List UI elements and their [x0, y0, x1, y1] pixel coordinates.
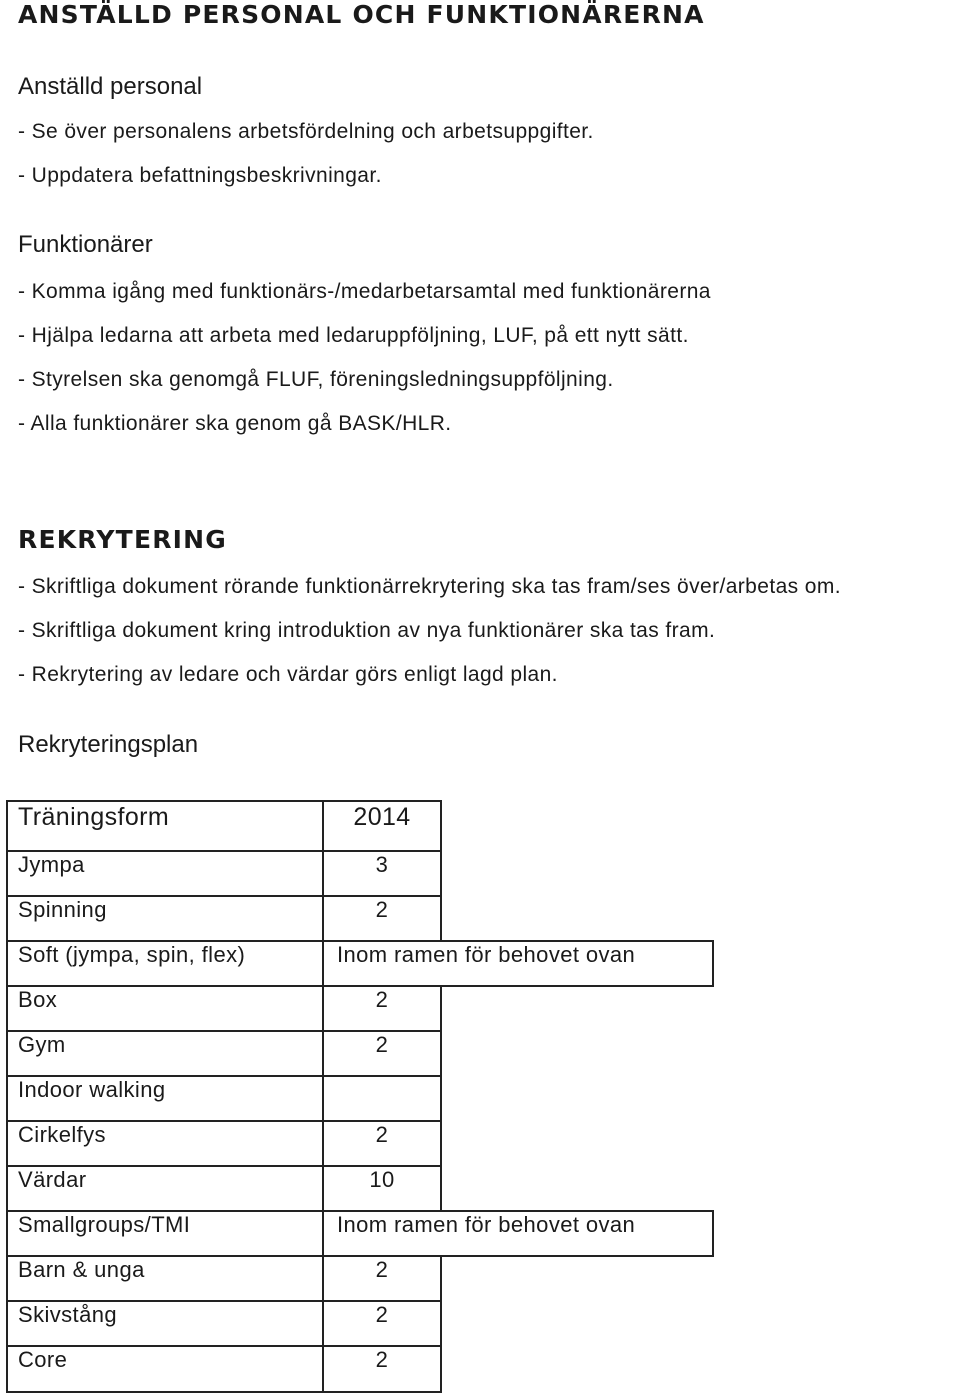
table-cell-value — [322, 1075, 442, 1122]
officials-line: - Styrelsen ska genomgå FLUF, föreningsledningsuppföljning. — [18, 368, 614, 391]
recruitment-line: - Rekrytering av ledare och värdar görs enligt lagd plan. — [18, 663, 558, 686]
row-value: Inom ramen för behovet ovan — [337, 942, 636, 967]
section-title-officials: Funktionärer — [18, 231, 153, 258]
row-form-label: Spinning — [18, 897, 107, 922]
row-form-label: Core — [18, 1347, 68, 1372]
row-value: 2 — [375, 1347, 389, 1372]
officials-line: - Komma igång med funktionärs-/medarbetarsamtal med funktionärerna — [18, 280, 711, 303]
row-form-label: Skivstång — [18, 1302, 117, 1327]
row-value: 2 — [375, 1122, 389, 1147]
employed-line: - Se över personalens arbetsfördelning och arbetsuppgifter. — [18, 120, 594, 143]
table-header-form: Träningsform — [18, 803, 170, 831]
row-form-label: Smallgroups/TMI — [18, 1212, 191, 1237]
row-value: Inom ramen för behovet ovan — [337, 1212, 636, 1237]
heading-staff-and-officials: ANSTÄLLD PERSONAL OCH FUNKTIONÄRERNA — [18, 0, 705, 29]
row-value: 2 — [375, 1257, 389, 1282]
section-title-employed: Anställd personal — [18, 73, 203, 100]
heading-recruitment: REKRYTERING — [18, 525, 228, 554]
row-value: 3 — [375, 852, 389, 877]
row-form-label: Box — [18, 987, 58, 1012]
row-form-label: Cirkelfys — [18, 1122, 106, 1147]
row-form-label: Barn & unga — [18, 1257, 145, 1282]
employed-line: - Uppdatera befattningsbeskrivningar. — [18, 164, 382, 187]
row-value: 2 — [375, 1032, 389, 1057]
section-title-recruitment-plan: Rekryteringsplan — [18, 731, 199, 758]
row-form-label: Soft (jympa, spin, flex) — [18, 942, 246, 967]
recruitment-line: - Skriftliga dokument kring introduktion av nya funktionärer ska tas fram. — [18, 619, 716, 642]
row-form-label: Jympa — [18, 852, 85, 877]
row-form-label: Värdar — [18, 1167, 87, 1192]
recruitment-line: - Skriftliga dokument rörande funktionärrekrytering ska tas fram/ses över/arbetas om. — [18, 575, 841, 598]
row-value: 2 — [375, 897, 389, 922]
row-form-label: Indoor walking — [18, 1077, 166, 1102]
row-value: 2 — [375, 987, 389, 1012]
officials-line: - Alla funktionärer ska genom gå BASK/HLR. — [18, 412, 452, 435]
officials-line: - Hjälpa ledarna att arbeta med ledaruppföljning, LUF, på ett nytt sätt. — [18, 324, 689, 347]
row-value: 10 — [369, 1167, 395, 1192]
table-header-year: 2014 — [353, 803, 411, 831]
row-form-label: Gym — [18, 1032, 66, 1057]
row-value: 2 — [375, 1302, 389, 1327]
